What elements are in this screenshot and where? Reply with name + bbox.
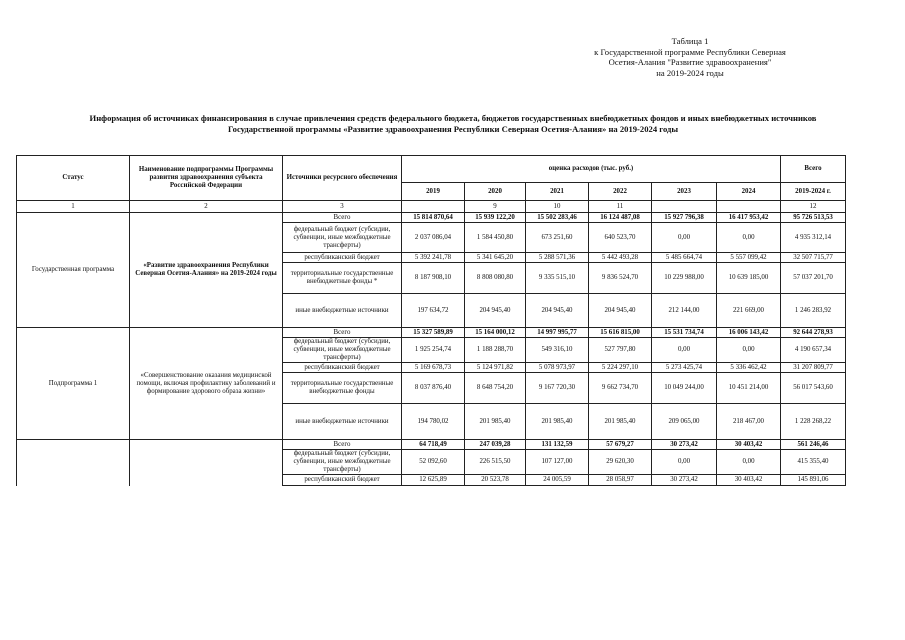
value-cell: 673 251,60 xyxy=(526,223,589,253)
document-title xyxy=(14,113,892,135)
value-cell: 8 648 754,20 xyxy=(465,373,526,404)
program-name-cell: «Развитие здравоохранения Республики Северная Осетия-Алания» на 2019-2024 годы xyxy=(130,213,283,328)
value-cell: 30 403,42 xyxy=(717,475,781,486)
sources-header: Источники ресурсного обеспечения xyxy=(283,156,402,201)
year-header: 2024 xyxy=(717,183,781,201)
value-cell: 0,00 xyxy=(717,338,781,363)
column-number: 10 xyxy=(526,201,589,213)
value-cell: 15 327 589,89 xyxy=(402,328,465,338)
source-cell: федеральный бюджет (субсидии, субвенции, иные межбюджетные трансферты) xyxy=(283,450,402,475)
source-cell: Всего xyxy=(283,328,402,338)
value-cell: 194 780,02 xyxy=(402,404,465,440)
value-cell: 10 639 185,00 xyxy=(717,263,781,294)
value-cell: 5 442 493,28 xyxy=(589,253,652,263)
value-cell: 15 814 870,64 xyxy=(402,213,465,223)
column-number xyxy=(652,201,717,213)
value-cell: 12 625,89 xyxy=(402,475,465,486)
value-cell: 5 485 664,74 xyxy=(652,253,717,263)
value-cell: 5 078 973,97 xyxy=(526,363,589,373)
value-cell: 28 058,97 xyxy=(589,475,652,486)
value-cell: 29 620,30 xyxy=(589,450,652,475)
value-cell: 30 273,42 xyxy=(652,440,717,450)
value-cell: 549 316,10 xyxy=(526,338,589,363)
value-cell: 197 634,72 xyxy=(402,294,465,328)
column-number xyxy=(717,201,781,213)
value-cell: 221 669,00 xyxy=(717,294,781,328)
value-cell: 5 288 571,36 xyxy=(526,253,589,263)
value-cell: 5 169 678,73 xyxy=(402,363,465,373)
value-cell: 1 584 450,80 xyxy=(465,223,526,253)
value-cell: 30 403,42 xyxy=(717,440,781,450)
note-line: Таблица 1 xyxy=(671,36,709,46)
value-cell: 5 341 645,20 xyxy=(465,253,526,263)
table-note xyxy=(560,36,820,78)
value-cell: 212 144,00 xyxy=(652,294,717,328)
total-period-header: 2019-2024 г. xyxy=(781,183,846,201)
title-line: Государственной программы «Развитие здравоохранения Республики Северная Осетия-Алания» на 2019-2024 годы xyxy=(227,123,679,134)
header-row xyxy=(17,156,846,183)
status-header: Статус xyxy=(17,156,130,201)
year-header: 2022 xyxy=(589,183,652,201)
value-cell: 15 502 283,46 xyxy=(526,213,589,223)
value-cell: 2 037 086,04 xyxy=(402,223,465,253)
value-cell: 1 925 254,74 xyxy=(402,338,465,363)
value-cell: 131 132,59 xyxy=(526,440,589,450)
total-cell: 92 644 278,93 xyxy=(781,328,846,338)
total-header: Всего xyxy=(781,156,846,183)
total-cell: 561 246,46 xyxy=(781,440,846,450)
total-cell: 145 891,06 xyxy=(781,475,846,486)
note-line: к Государственной программе Республики Северная xyxy=(594,46,786,57)
value-cell: 52 092,60 xyxy=(402,450,465,475)
total-cell: 56 017 543,60 xyxy=(781,373,846,404)
value-cell: 16 124 487,08 xyxy=(589,213,652,223)
column-number: 3 xyxy=(283,201,402,213)
value-cell: 16 006 143,42 xyxy=(717,328,781,338)
value-cell: 15 164 000,12 xyxy=(465,328,526,338)
column-number: 9 xyxy=(465,201,526,213)
title-line: Информация об источниках финансирования в случае привлечения средств федерального бюджета, бюджетов государственных внебюджетных фондов и иных внебюджетных источников xyxy=(89,113,817,123)
value-cell: 204 945,40 xyxy=(589,294,652,328)
value-cell: 1 188 288,70 xyxy=(465,338,526,363)
value-cell: 107 127,00 xyxy=(526,450,589,475)
value-cell: 201 985,40 xyxy=(526,404,589,440)
year-header: 2021 xyxy=(526,183,589,201)
source-cell: иные внебюджетные источники xyxy=(283,294,402,328)
source-cell: федеральный бюджет (субсидии, субвенции, иные межбюджетные трансферты) xyxy=(283,338,402,363)
table-row xyxy=(17,440,846,450)
value-cell: 9 836 524,70 xyxy=(589,263,652,294)
column-number xyxy=(402,201,465,213)
value-cell: 204 945,40 xyxy=(526,294,589,328)
year-header: 2023 xyxy=(652,183,717,201)
value-cell: 10 229 988,00 xyxy=(652,263,717,294)
year-header: 2020 xyxy=(465,183,526,201)
estimate-header: оценка расходов (тыс. руб.) xyxy=(402,156,781,183)
column-number: 11 xyxy=(589,201,652,213)
program-name-cell xyxy=(130,440,283,486)
year-header: 2019 xyxy=(402,183,465,201)
total-cell: 57 037 201,70 xyxy=(781,263,846,294)
source-cell: Всего xyxy=(283,440,402,450)
column-number-row xyxy=(17,201,846,213)
total-cell: 4 190 657,34 xyxy=(781,338,846,363)
note-line: на 2019-2024 годы xyxy=(656,67,724,78)
status-cell: Подпрограмма 1 xyxy=(17,328,130,440)
source-cell: республиканский бюджет xyxy=(283,475,402,486)
total-cell: 415 355,40 xyxy=(781,450,846,475)
source-cell: иные внебюджетные источники xyxy=(283,404,402,440)
value-cell: 0,00 xyxy=(652,450,717,475)
source-cell: территориальные государственные внебюджетные фонды xyxy=(283,373,402,404)
name-header: Наименование подпрограммы Программы развития здравоохранения субъекта Российской Федерации xyxy=(130,156,283,201)
value-cell: 5 124 971,82 xyxy=(465,363,526,373)
value-cell: 30 273,42 xyxy=(652,475,717,486)
value-cell: 5 336 462,42 xyxy=(717,363,781,373)
source-cell: федеральный бюджет (субсидии, субвенции, иные межбюджетные трансферты) xyxy=(283,223,402,253)
value-cell: 0,00 xyxy=(717,223,781,253)
column-number: 2 xyxy=(130,201,283,213)
value-cell: 10 049 244,00 xyxy=(652,373,717,404)
value-cell: 5 557 099,42 xyxy=(717,253,781,263)
value-cell: 15 531 734,74 xyxy=(652,328,717,338)
value-cell: 247 039,28 xyxy=(465,440,526,450)
source-cell: Всего xyxy=(283,213,402,223)
value-cell: 15 927 796,38 xyxy=(652,213,717,223)
total-cell: 1 228 268,22 xyxy=(781,404,846,440)
total-cell: 95 726 513,53 xyxy=(781,213,846,223)
value-cell: 226 515,50 xyxy=(465,450,526,475)
source-cell: территориальные государственные внебюджетные фонды * xyxy=(283,263,402,294)
value-cell: 15 616 815,00 xyxy=(589,328,652,338)
value-cell: 0,00 xyxy=(717,450,781,475)
value-cell: 5 224 297,10 xyxy=(589,363,652,373)
value-cell: 8 808 080,80 xyxy=(465,263,526,294)
value-cell: 527 797,80 xyxy=(589,338,652,363)
value-cell: 57 679,27 xyxy=(589,440,652,450)
total-cell: 4 935 312,14 xyxy=(781,223,846,253)
value-cell: 204 945,40 xyxy=(465,294,526,328)
value-cell: 5 273 425,74 xyxy=(652,363,717,373)
value-cell: 0,00 xyxy=(652,223,717,253)
value-cell: 64 718,49 xyxy=(402,440,465,450)
value-cell: 209 065,00 xyxy=(652,404,717,440)
value-cell: 5 392 241,78 xyxy=(402,253,465,263)
column-number: 12 xyxy=(781,201,846,213)
table-row xyxy=(17,328,846,338)
source-cell: республиканский бюджет xyxy=(283,253,402,263)
value-cell: 9 662 734,70 xyxy=(589,373,652,404)
program-name-cell: «Совершенствование оказания медицинской помощи, включая профилактику заболеваний и формирование здорового образа жизни» xyxy=(130,328,283,440)
column-number: 1 xyxy=(17,201,130,213)
value-cell: 218 467,00 xyxy=(717,404,781,440)
value-cell: 15 939 122,20 xyxy=(465,213,526,223)
value-cell: 201 985,40 xyxy=(465,404,526,440)
value-cell: 10 451 214,00 xyxy=(717,373,781,404)
financing-table xyxy=(16,155,846,486)
total-cell: 32 507 715,77 xyxy=(781,253,846,263)
value-cell: 16 417 953,42 xyxy=(717,213,781,223)
value-cell: 8 187 908,10 xyxy=(402,263,465,294)
value-cell: 201 985,40 xyxy=(589,404,652,440)
source-cell: республиканский бюджет xyxy=(283,363,402,373)
value-cell: 9 335 515,10 xyxy=(526,263,589,294)
status-cell: Государственная программа xyxy=(17,213,130,328)
status-cell xyxy=(17,440,130,486)
value-cell: 20 523,78 xyxy=(465,475,526,486)
note-line: Осетия-Алания "Развитие здравоохранения" xyxy=(608,57,772,68)
value-cell: 0,00 xyxy=(652,338,717,363)
value-cell: 640 523,70 xyxy=(589,223,652,253)
value-cell: 8 037 876,40 xyxy=(402,373,465,404)
value-cell: 14 997 995,77 xyxy=(526,328,589,338)
value-cell: 9 167 720,30 xyxy=(526,373,589,404)
total-cell: 1 246 283,92 xyxy=(781,294,846,328)
total-cell: 31 207 809,77 xyxy=(781,363,846,373)
table-row xyxy=(17,213,846,223)
value-cell: 24 005,59 xyxy=(526,475,589,486)
